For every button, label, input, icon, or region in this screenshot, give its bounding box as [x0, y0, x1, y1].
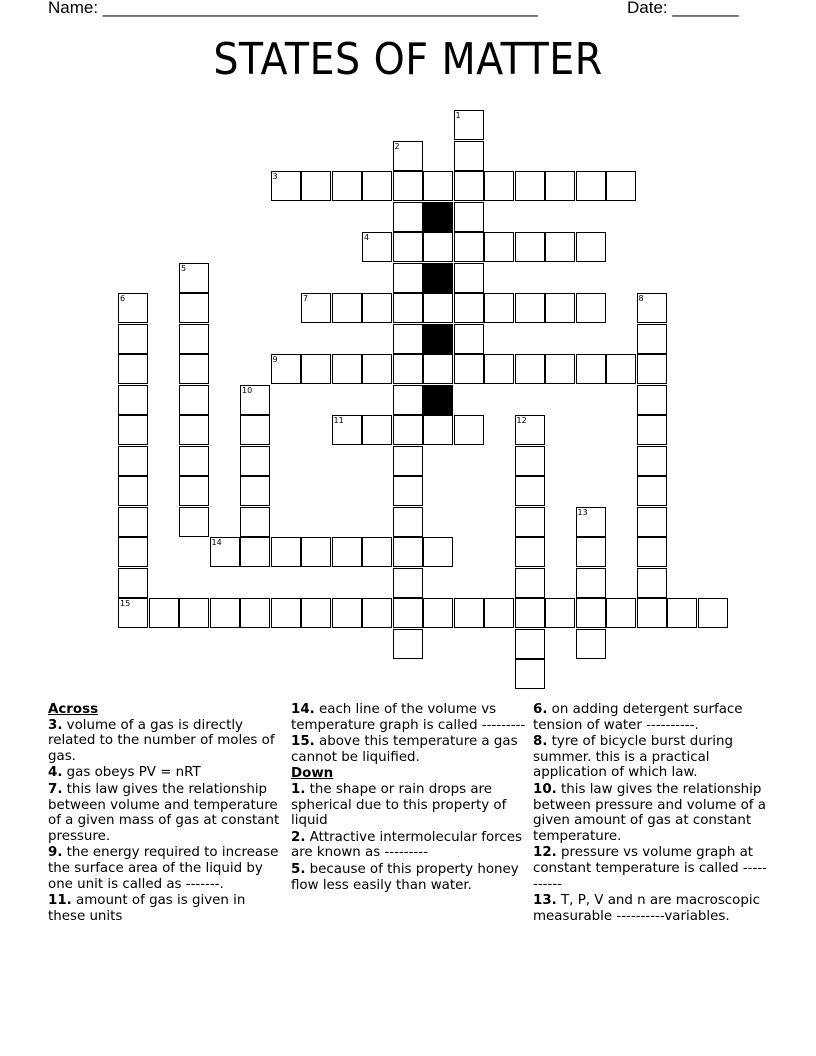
crossword-cell[interactable]: [698, 598, 728, 628]
crossword-cell[interactable]: [240, 476, 270, 506]
crossword-cell[interactable]: [332, 171, 362, 201]
crossword-cell[interactable]: [637, 568, 667, 598]
crossword-cell[interactable]: [393, 568, 423, 598]
crossword-cell[interactable]: [515, 598, 545, 628]
crossword-cell[interactable]: [484, 171, 514, 201]
crossword-cell[interactable]: [545, 354, 575, 384]
crossword-cell[interactable]: [362, 415, 392, 445]
crossword-cell[interactable]: [576, 293, 606, 323]
crossword-cell[interactable]: [240, 415, 270, 445]
cell-number: 15: [120, 599, 131, 608]
crossword-block: [423, 385, 453, 415]
clue-number: 10.: [533, 781, 557, 797]
clue-across-11: [48, 893, 280, 924]
crossword-cell[interactable]: [423, 232, 453, 262]
clue-number: 15.: [291, 734, 315, 750]
crossword-cell[interactable]: [393, 629, 423, 659]
clue-text: above this temperature a gas cannot be liquified.: [291, 734, 518, 765]
clue-number: 1.: [291, 781, 306, 797]
cell-number: 12: [516, 416, 527, 425]
crossword-cell[interactable]: [637, 476, 667, 506]
crossword-cell[interactable]: [362, 232, 392, 262]
clue-down-2: [291, 830, 526, 861]
crossword-cell[interactable]: [118, 537, 148, 567]
crossword-cell[interactable]: [637, 415, 667, 445]
crossword-cell[interactable]: [179, 476, 209, 506]
clue-across-15: [291, 734, 526, 765]
cell-number: 5: [181, 263, 187, 273]
clue-column-1: [48, 702, 280, 925]
crossword-cell[interactable]: [454, 354, 484, 384]
crossword-block: [423, 263, 453, 293]
cell-number: 4: [364, 233, 370, 242]
crossword-cell[interactable]: [210, 598, 240, 628]
crossword-cell[interactable]: [362, 293, 392, 323]
across-heading: Across: [48, 702, 99, 717]
crossword-cell[interactable]: [362, 171, 392, 201]
crossword-cell[interactable]: [179, 354, 209, 384]
crossword-cell[interactable]: [423, 598, 453, 628]
crossword-cell[interactable]: [637, 385, 667, 415]
crossword-cell[interactable]: [423, 293, 453, 323]
crossword-cell[interactable]: [149, 598, 179, 628]
crossword-cell[interactable]: [515, 659, 545, 689]
clue-down-1: [291, 782, 526, 829]
crossword-cell[interactable]: [545, 598, 575, 628]
clue-text: on adding detergent surface tension of water ----------.: [533, 702, 743, 733]
clue-number: 2.: [291, 829, 306, 845]
crossword-cell[interactable]: [576, 354, 606, 384]
crossword-cell[interactable]: [393, 598, 423, 628]
crossword-cell[interactable]: [118, 324, 148, 354]
crossword-cell[interactable]: [576, 232, 606, 262]
crossword-cell[interactable]: [240, 537, 270, 567]
clue-number: 7.: [48, 781, 63, 797]
clue-down-12: [533, 845, 768, 892]
cell-number: 11: [333, 416, 344, 425]
crossword-cell[interactable]: [240, 446, 270, 476]
crossword-cell[interactable]: [606, 598, 636, 628]
clue-text: this law gives the relationship between pressure and volume of a given amount of gas at constant temperature.: [533, 781, 766, 844]
crossword-cell[interactable]: [515, 507, 545, 537]
cell-number: 8: [638, 294, 644, 303]
crossword-cell[interactable]: [301, 354, 331, 384]
crossword-cell[interactable]: [606, 354, 636, 384]
crossword-cell[interactable]: [393, 446, 423, 476]
crossword-cell[interactable]: [515, 537, 545, 567]
crossword-cell[interactable]: [576, 629, 606, 659]
crossword-cell[interactable]: [515, 171, 545, 201]
clue-text: each line of the volume vs temperature graph is called ---------: [291, 702, 526, 733]
crossword-cell[interactable]: [576, 568, 606, 598]
clue-text: the shape or rain drops are spherical due to this property of liquid: [291, 781, 507, 829]
clue-down-8: [533, 734, 768, 781]
cell-number: 10: [242, 385, 253, 395]
crossword-cell[interactable]: [393, 171, 423, 201]
crossword-cell[interactable]: [393, 385, 423, 415]
crossword-cell[interactable]: [637, 354, 667, 384]
crossword-cell[interactable]: [332, 537, 362, 567]
crossword-cell[interactable]: [271, 598, 301, 628]
crossword-cell[interactable]: [118, 476, 148, 506]
crossword-cell[interactable]: [423, 171, 453, 201]
clue-number: 14.: [291, 702, 315, 717]
crossword-cell[interactable]: [179, 385, 209, 415]
crossword-cell[interactable]: [454, 263, 484, 293]
crossword-cell[interactable]: [484, 293, 514, 323]
crossword-cell[interactable]: [637, 293, 667, 323]
crossword-cell[interactable]: [545, 171, 575, 201]
clue-number: 4.: [48, 765, 63, 781]
crossword-cell[interactable]: [179, 446, 209, 476]
crossword-cell[interactable]: [637, 324, 667, 354]
clue-across-3: [48, 718, 280, 765]
name-field-label: Name: ______________________________________________: [48, 0, 538, 17]
cell-number: 3: [272, 172, 278, 181]
crossword-cell[interactable]: [393, 354, 423, 384]
crossword-cell[interactable]: [210, 537, 240, 567]
clue-column-2: [291, 702, 526, 894]
clue-down-13: [533, 893, 768, 924]
crossword-cell[interactable]: [667, 598, 697, 628]
clue-across-9: [48, 845, 280, 892]
crossword-cell[interactable]: [301, 537, 331, 567]
crossword-cell[interactable]: [393, 324, 423, 354]
clue-number: 11.: [48, 893, 72, 909]
crossword-cell[interactable]: [393, 507, 423, 537]
crossword-cell[interactable]: [454, 598, 484, 628]
clue-down-10: [533, 782, 768, 844]
clue-down-5: [291, 862, 526, 893]
crossword-cell[interactable]: [423, 415, 453, 445]
crossword-cell[interactable]: [393, 415, 423, 445]
clue-column-3: [533, 702, 768, 925]
crossword-cell[interactable]: [515, 232, 545, 262]
crossword-cell[interactable]: [118, 507, 148, 537]
clue-number: 12.: [533, 845, 557, 861]
crossword-cell[interactable]: [118, 415, 148, 445]
crossword-cell[interactable]: [484, 598, 514, 628]
clue-text: amount of gas is given in these units: [48, 893, 246, 924]
crossword-cell[interactable]: [393, 232, 423, 262]
clue-text: tyre of bicycle burst during summer. this is a practical application of which law.: [533, 734, 733, 781]
cell-number: 13: [577, 507, 588, 517]
crossword-cell[interactable]: [393, 537, 423, 567]
clue-text: the energy required to increase the surface area of the liquid by one unit is called as -------.: [48, 845, 279, 892]
crossword-cell[interactable]: [393, 141, 423, 171]
crossword-cell[interactable]: [240, 507, 270, 537]
crossword-cell[interactable]: [637, 537, 667, 567]
clue-number: 5.: [291, 861, 306, 877]
crossword-cell[interactable]: [454, 415, 484, 445]
crossword-cell[interactable]: [118, 293, 148, 323]
crossword-cell[interactable]: [576, 171, 606, 201]
crossword-cell[interactable]: [454, 110, 484, 140]
crossword-cell[interactable]: [484, 232, 514, 262]
crossword-cell[interactable]: [179, 507, 209, 537]
crossword-cell[interactable]: [332, 598, 362, 628]
clue-text: volume of a gas is directly related to the number of moles of gas.: [48, 717, 275, 764]
cell-number: 1: [455, 111, 461, 120]
crossword-cell[interactable]: [179, 263, 209, 293]
clue-across-4: [48, 765, 280, 781]
crossword-cell[interactable]: [454, 202, 484, 232]
crossword-cell[interactable]: [576, 598, 606, 628]
cell-number: 7: [303, 294, 309, 303]
crossword-cell[interactable]: [362, 537, 392, 567]
crossword-cell[interactable]: [393, 263, 423, 293]
crossword-cell[interactable]: [545, 232, 575, 262]
crossword-cell[interactable]: [576, 537, 606, 567]
clue-text: T, P, V and n are macroscopic measurable ----------variables.: [533, 893, 760, 924]
cell-number: 9: [272, 355, 278, 364]
crossword-cell[interactable]: [179, 415, 209, 445]
crossword-cell[interactable]: [515, 354, 545, 384]
clue-text: because of this property honey flow less easily than water.: [291, 861, 519, 893]
crossword-cell[interactable]: [515, 568, 545, 598]
crossword-cell[interactable]: [423, 537, 453, 567]
crossword-cell[interactable]: [118, 446, 148, 476]
down-heading: Down: [291, 766, 334, 782]
crossword-cell[interactable]: [271, 354, 301, 384]
cell-number: 14: [211, 538, 222, 547]
clue-number: 6.: [533, 702, 548, 717]
crossword-cell[interactable]: [515, 629, 545, 659]
cell-number: 6: [120, 294, 126, 303]
crossword-cell[interactable]: [332, 415, 362, 445]
crossword-cell[interactable]: [271, 537, 301, 567]
crossword-cell[interactable]: [454, 171, 484, 201]
crossword-cell[interactable]: [362, 354, 392, 384]
crossword-cell[interactable]: [637, 507, 667, 537]
crossword-cell[interactable]: [332, 354, 362, 384]
clue-text: Attractive intermolecular forces are known as ---------: [291, 829, 522, 861]
crossword-cell[interactable]: [515, 293, 545, 323]
crossword-cell[interactable]: [637, 446, 667, 476]
clue-text: this law gives the relationship between volume and temperature of a given mass of gas at constant pressure.: [48, 781, 280, 844]
crossword-cell[interactable]: [484, 354, 514, 384]
crossword-cell[interactable]: [179, 324, 209, 354]
crossword-cell[interactable]: [179, 293, 209, 323]
crossword-cell[interactable]: [393, 476, 423, 506]
crossword-cell[interactable]: [362, 598, 392, 628]
crossword-cell[interactable]: [576, 507, 606, 537]
clue-number: 8.: [533, 734, 548, 750]
crossword-cell[interactable]: [637, 598, 667, 628]
crossword-cell[interactable]: [515, 446, 545, 476]
crossword-cell[interactable]: [393, 202, 423, 232]
crossword-cell[interactable]: [545, 293, 575, 323]
clue-down-6: [533, 702, 768, 733]
page-title: STATES OF MATTER: [213, 34, 603, 85]
clue-across-14: [291, 702, 526, 733]
crossword-cell[interactable]: [332, 293, 362, 323]
crossword-cell[interactable]: [301, 171, 331, 201]
crossword-cell[interactable]: [118, 598, 148, 628]
crossword-cell[interactable]: [515, 415, 545, 445]
clue-text: pressure vs volume graph at constant temperature is called -----------: [533, 845, 768, 892]
date-field-label: Date: _______: [627, 0, 739, 17]
crossword-cell[interactable]: [118, 385, 148, 415]
crossword-block: [423, 324, 453, 354]
crossword-cell[interactable]: [240, 598, 270, 628]
crossword-cell[interactable]: [454, 324, 484, 354]
cell-number: 2: [394, 141, 400, 151]
clue-number: 3.: [48, 717, 63, 733]
clue-number: 9.: [48, 845, 63, 861]
crossword-cell[interactable]: [454, 141, 484, 171]
crossword-cell[interactable]: [118, 568, 148, 598]
crossword-cell[interactable]: [301, 598, 331, 628]
clue-number: 13.: [533, 893, 557, 909]
clue-across-7: [48, 782, 280, 844]
crossword-cell[interactable]: [271, 171, 301, 201]
crossword-cell[interactable]: [240, 385, 270, 415]
crossword-cell[interactable]: [118, 354, 148, 384]
clue-text: gas obeys PV = nRT: [66, 765, 201, 781]
crossword-cell[interactable]: [515, 476, 545, 506]
crossword-cell[interactable]: [454, 232, 484, 262]
crossword-cell[interactable]: [301, 293, 331, 323]
crossword-cell[interactable]: [606, 171, 636, 201]
crossword-block: [423, 202, 453, 232]
crossword-cell[interactable]: [393, 293, 423, 323]
crossword-cell[interactable]: [454, 293, 484, 323]
crossword-cell[interactable]: [423, 354, 453, 384]
crossword-cell[interactable]: [179, 598, 209, 628]
